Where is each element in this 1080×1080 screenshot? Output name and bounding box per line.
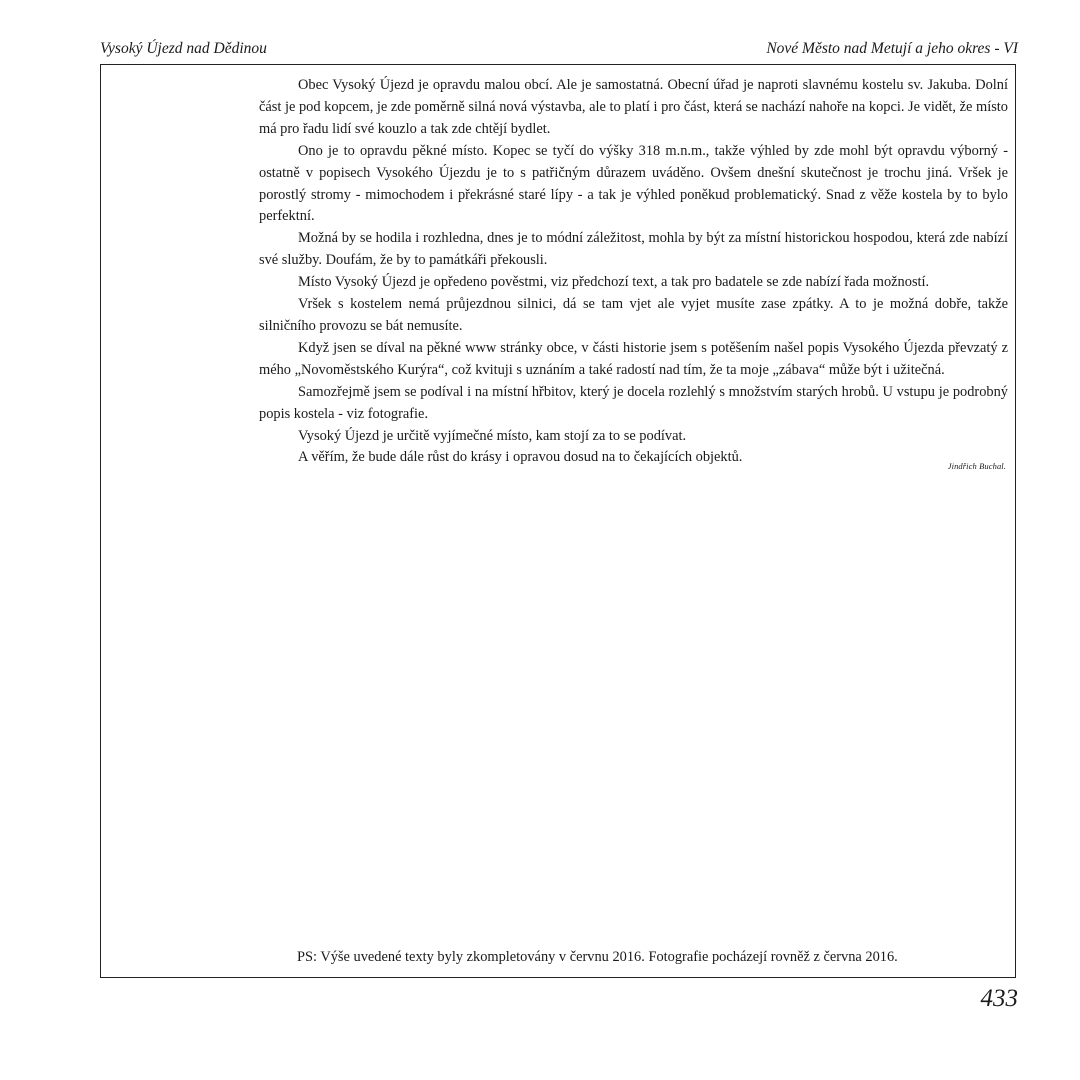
postscript-note: PS: Výše uvedené texty byly zkompletovány v červnu 2016. Fotografie pocházejí rovněž z června 2016. xyxy=(297,949,898,965)
page-number: 433 xyxy=(980,985,1018,1012)
article-paragraph: Místo Vysoký Újezd je opředeno pověstmi, viz předchozí text, a tak pro badatele se zde nabízí řada možností. xyxy=(298,274,930,291)
article-body xyxy=(259,75,1008,469)
running-header xyxy=(100,38,1018,60)
article-paragraph: A věřím, že bude dále růst do krásy i opravou dosud na to čekajících objektů. xyxy=(298,449,743,466)
article-paragraph: Když jsen se díval na pěkné www stránky obce, v části historie jsem s potěšením našel popis Vysokého Újezda převzatý z mého „Novoměstského Kurýra“, což kvituji s uznáním a také radostí nad tím, že ta moje „zábava“ může být i užitečná. xyxy=(259,339,1008,378)
article-paragraph: Obec Vysoký Újezd je opravdu malou obcí. Ale je samostatná. Obecní úřad je naproti slavnému kostelu sv. Jakuba. Dolní část je pod kopcem, je zde poměrně silná nová výstavba, ale to platí i pro část, která se nachází nahoře na kopci. Je vidět, že místo má pro řadu lidí své kouzlo a tak zde chtějí bydlet. xyxy=(259,77,1008,137)
content-frame xyxy=(100,64,1016,978)
author-signature: Jindřich Buchal. xyxy=(947,461,1006,471)
header-left-title: Vysoký Újezd nad Dědinou xyxy=(100,40,267,57)
article-paragraph: Samozřejmě jsem se podíval i na místní hřbitov, který je docela rozlehlý s množstvím starých hrobů. U vstupu je podrobný popis kostela - viz fotografie. xyxy=(259,383,1008,422)
article-paragraph: Vysoký Újezd je určitě vyjímečné místo, kam stojí za to se podívat. xyxy=(298,427,687,444)
article-paragraph: Ono je to opravdu pěkné místo. Kopec se tyčí do výšky 318 m.n.m., takže výhled by zde mohl být opravdu výborný - ostatně v popisech Vysokého Újezdu je to s patřičným důrazem uváděno. Ovšem dnešní skutečnost je trochu jiná. Vršek je porostlý stromy - mimochodem i překrásné staré lípy - a tak je výhled poněkud problematický. Snad z věže kostela by to bylo perfektní. xyxy=(259,142,1008,225)
header-right-title: Nové Město nad Metují a jeho okres - VI xyxy=(766,40,1018,57)
article-paragraph: Vršek s kostelem nemá průjezdnou silnici, dá se tam vjet ale vyjet musíte zase zpátky. A to je možná dobře, takže silničního provozu se bát nemusíte. xyxy=(259,296,1008,334)
article-paragraph: Možná by se hodila i rozhledna, dnes je to módní záležitost, mohla by být za místní historickou hospodou, která zde nabízí své služby. Doufám, že by to památkáři překousli. xyxy=(259,230,1008,269)
